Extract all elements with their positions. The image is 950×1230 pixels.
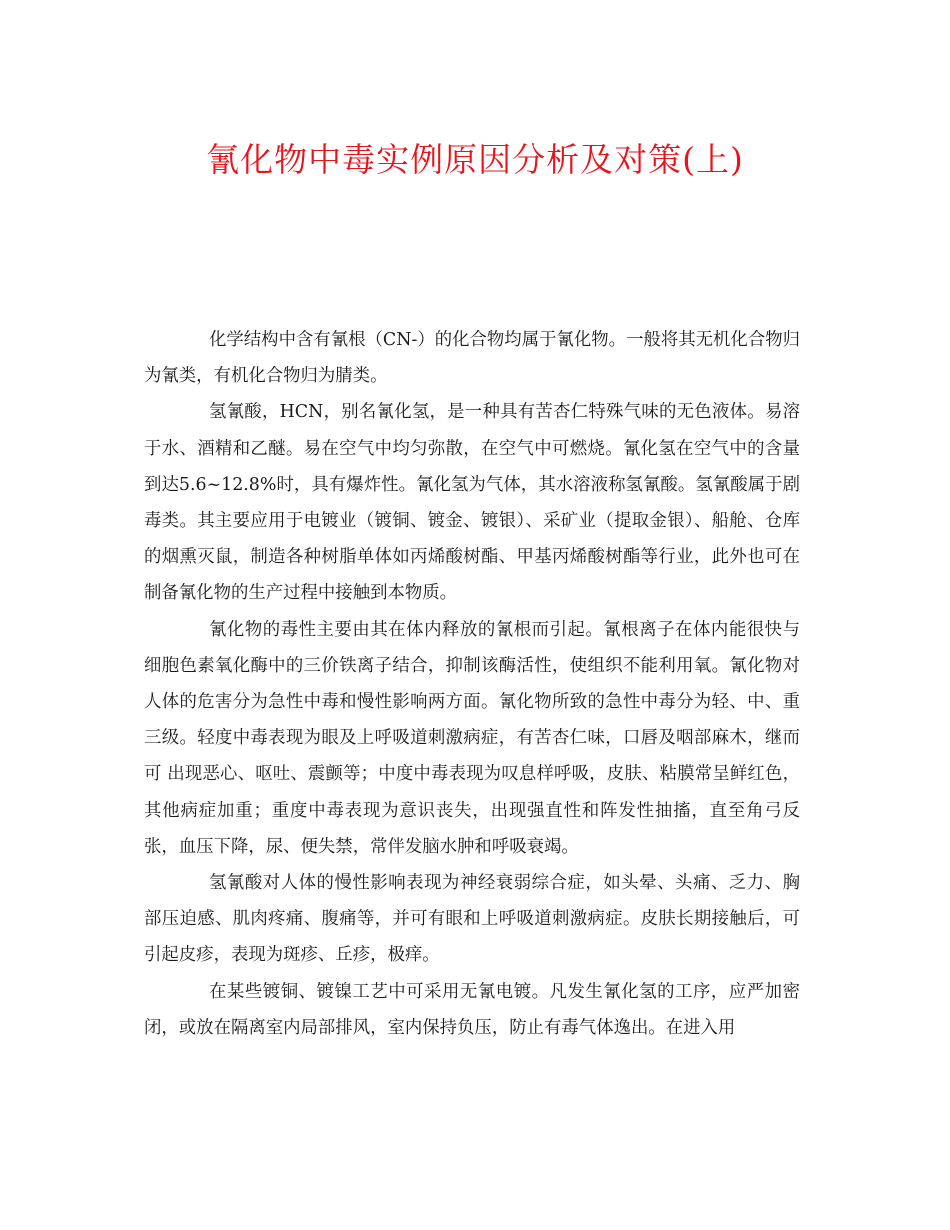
paragraph-chronic-effects: 氢氰酸对人体的慢性影响表现为神经衰弱综合症，如头晕、头痛、乏力、胸部压迫感、肌肉疼痛、腹痛等，并可有眼和上呼吸道刺激病症。皮肤长期接触后，可引起皮疹，表现为斑疹、丘疹，极痒。 <box>144 873 800 966</box>
paragraph-cyanide-definition: 化学结构中含有氰根（CN-）的化合物均属于氰化物。一般将其无机化合物归为氰类，有机化合物归为腈类。 <box>144 330 800 387</box>
document-body <box>144 322 800 1046</box>
paragraph-toxicity: 氰化物的毒性主要由其在体内释放的氰根而引起。氰根离子在体内能很快与细胞色素氧化酶中的三价铁离子结合，抑制该酶活性，使组织不能利用氧。氰化物对人体的危害分为急性中毒和慢性影响两方面。氰化物所致的急性中毒分为轻、中、重三级。轻度中毒表现为眼及上呼吸道刺激病症，有苦杏仁味，口唇及咽部麻木，继而可 出现恶心、呕吐、震颤等；中度中毒表现为叹息样呼吸，皮肤、粘膜常呈鲜红色，其他病症加重；重度中毒表现为意识丧失，出现强直性和阵发性抽搐，直至角弓反张，血压下降，尿、便失禁，常伴发脑水肿和呼吸衰竭。 <box>144 619 800 857</box>
paragraph-prevention: 在某些镀铜、镀镍工艺中可采用无氰电镀。凡发生氰化氢的工序，应严加密闭，或放在隔离室内局部排风，室内保持负压，防止有毒气体逸出。在进入用 <box>144 981 800 1038</box>
paragraph-hydrocyanic-acid: 氢氰酸，HCN，别名氰化氢，是一种具有苦杏仁特殊气味的无色液体。易溶于水、酒精和乙醚。易在空气中均匀弥散，在空气中可燃烧。氰化氢在空气中的含量到达5.6~12.8%时，具有爆炸性。氰化氢为气体，其水溶液称氢氰酸。氢氰酸属于剧毒类。其主要应用于电镀业（镀铜、镀金、镀银）、采矿业（提取金银）、船舱、仓库的烟熏灭鼠，制造各种树脂单体如丙烯酸树酯、甲基丙烯酸树酯等行业，此外也可在制备氰化物的生产过程中接触到本物质。 <box>144 402 800 604</box>
document-title: 氰化物中毒实例原因分析及对策(上) <box>206 140 744 179</box>
